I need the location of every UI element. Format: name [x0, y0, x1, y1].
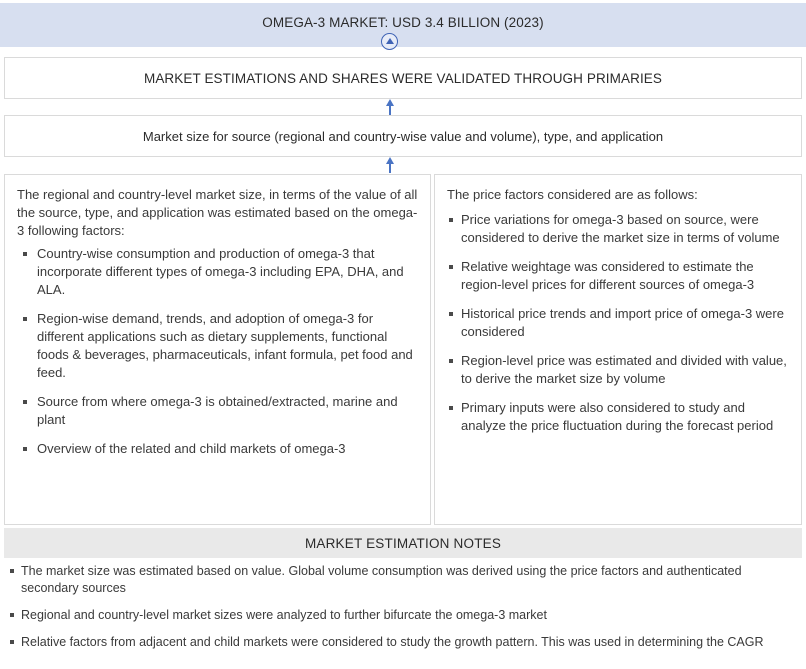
list-item: Price variations for omega-3 based on source, were considered to derive the market size in terms of volume: [447, 211, 789, 247]
triangle-up-glyph: [386, 38, 394, 44]
header-band: [0, 3, 806, 47]
list-item: Primary inputs were also considered to study and analyze the price fluctuation during the forecast period: [447, 399, 789, 435]
market-estimation-notes-band: [4, 528, 802, 558]
list-item: Relative weightage was considered to estimate the region-level prices for different sources of omega-3: [447, 258, 789, 294]
validated-row-label: MARKET ESTIMATIONS AND SHARES WERE VALIDATED THROUGH PRIMARIES: [143, 70, 663, 86]
market-estimation-notes-list: [4, 563, 794, 661]
list-item: Region-level price was estimated and divided with value, to derive the market size by volume: [447, 352, 789, 388]
arrow-up-icon-upper: [386, 99, 394, 115]
arrow-stem: [389, 104, 391, 115]
list-item: Historical price trends and import price of omega-3 were considered: [447, 305, 789, 341]
list-item: Overview of the related and child markets of omega-3: [17, 440, 418, 458]
arrow-stem: [389, 162, 391, 173]
left-panel-bullet-list: [17, 245, 418, 458]
market-size-row-label: Market size for source (regional and country-wise value and volume), type, and application: [142, 128, 664, 144]
list-item: Relative factors from adjacent and child markets were considered to study the growth pattern. This was used in determining the CAGR: [4, 634, 794, 651]
price-factors-panel: [434, 174, 802, 525]
validated-through-primaries-box: [4, 57, 802, 99]
regional-market-size-panel: [4, 174, 431, 525]
right-panel-intro: The price factors considered are as follows:: [447, 187, 698, 202]
circle-up-icon: [381, 33, 398, 50]
list-item: Country-wise consumption and production of omega-3 that incorporate different types of omega-3 including EPA, DHA, and ALA.: [17, 245, 418, 299]
list-item: The market size was estimated based on value. Global volume consumption was derived using the price factors and authenticated secondary sources: [4, 563, 794, 597]
list-item: Regional and country-level market sizes were analyzed to further bifurcate the omega-3 market: [4, 607, 794, 624]
page-title: OMEGA-3 MARKET: USD 3.4 BILLION (2023): [262, 15, 544, 30]
left-panel-intro: The regional and country-level market size, in terms of the value of all the source, type, and application was estimated based on the omega-3 following factors:: [17, 187, 418, 238]
arrow-up-icon-lower: [386, 157, 394, 173]
notes-title: MARKET ESTIMATION NOTES: [304, 535, 502, 551]
list-item: Region-wise demand, trends, and adoption of omega-3 for different applications such as dietary supplements, functional foods & beverages, pharmaceuticals, infant formula, pet food and feed.: [17, 310, 418, 382]
list-item: Source from where omega-3 is obtained/extracted, marine and plant: [17, 393, 418, 429]
right-panel-bullet-list: [447, 211, 789, 435]
market-size-scope-box: [4, 115, 802, 157]
